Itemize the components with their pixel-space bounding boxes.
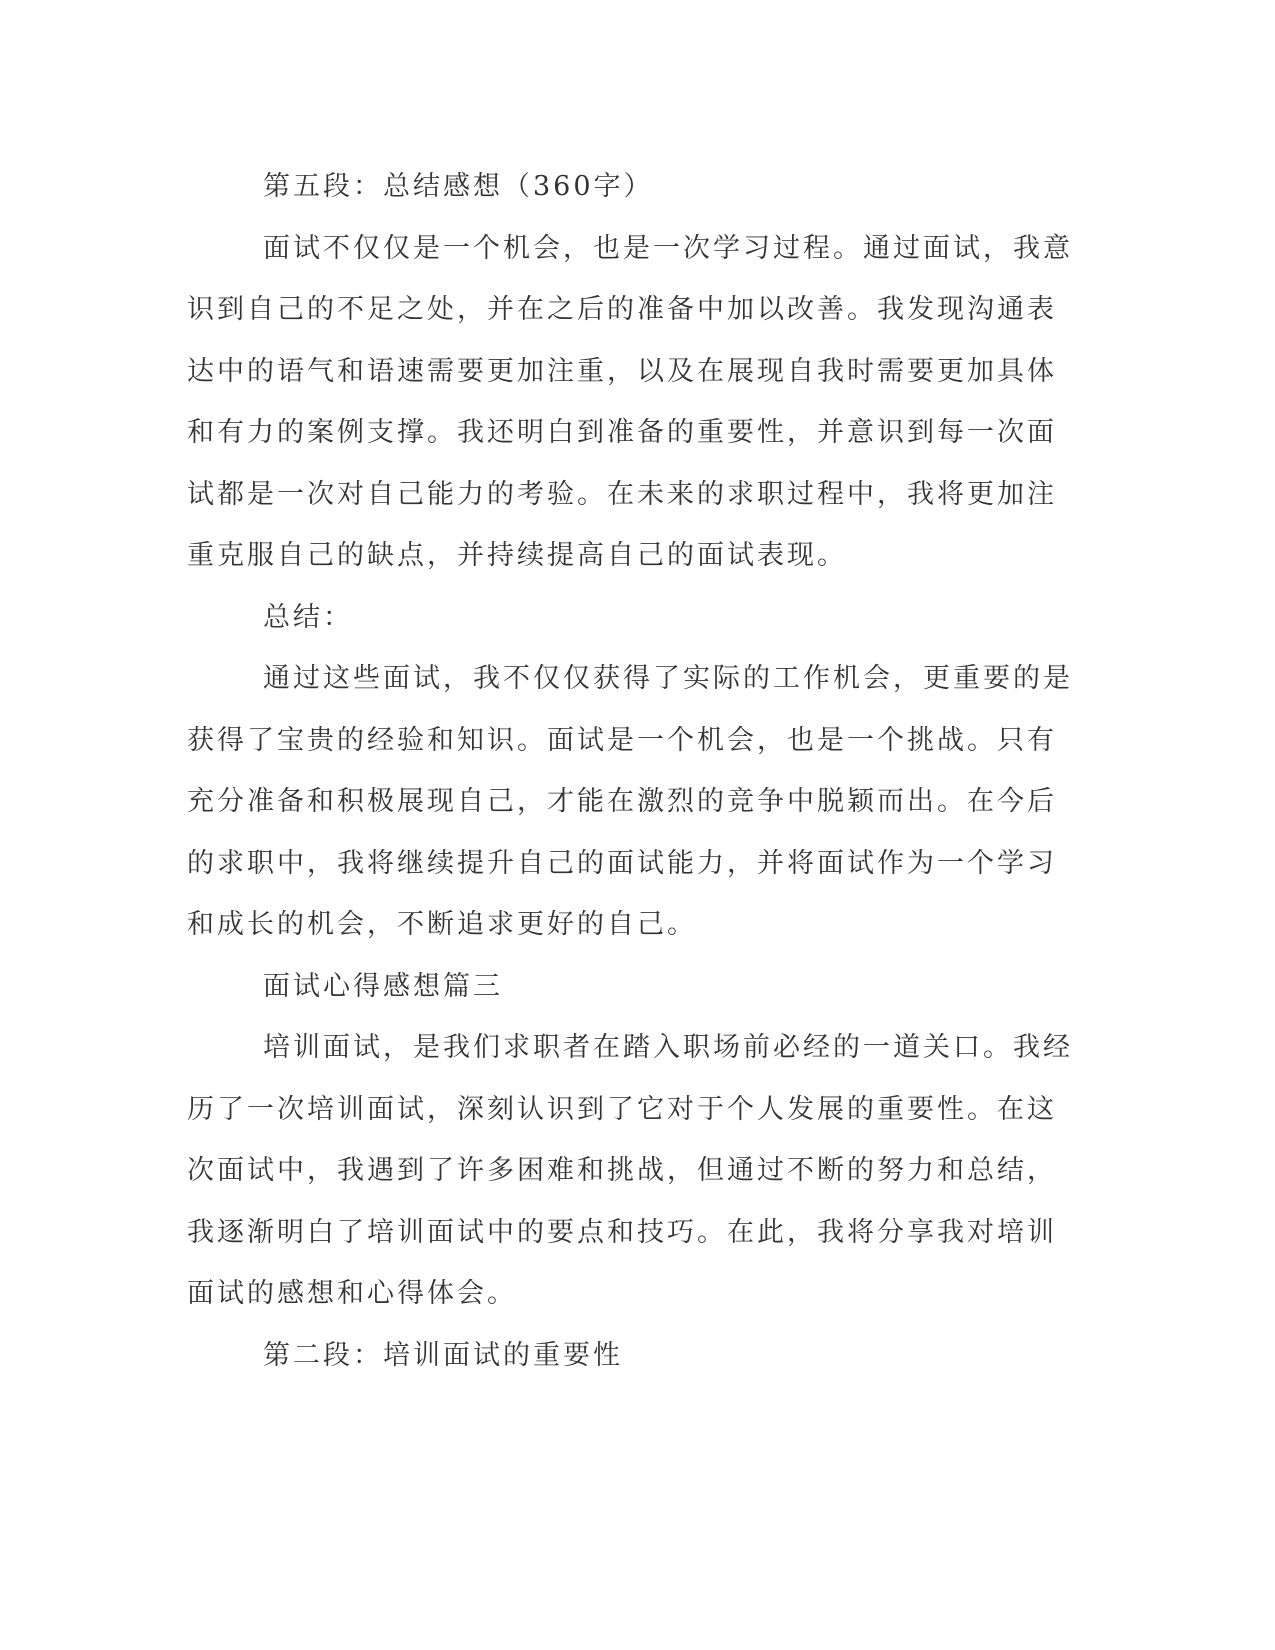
article-title-part-three: 面试心得感想篇三 bbox=[263, 970, 503, 1002]
section-heading-summary-thoughts: 第五段：总结感想（360字） bbox=[263, 171, 654, 202]
document-body bbox=[187, 156, 1077, 1386]
paragraph-conclusion: 通过这些面试，我不仅仅获得了实际的工作机会，更重要的是获得了宝贵的经验和知识。面试是一个机会，也是一个挑战。只有充分准备和积极展现自己，才能在激烈的竞争中脱颖而出。在今后的求职中，我将继续提升自己的面试能力，并将面试作为一个学习和成长的机会，不断追求更好的自己。 bbox=[187, 663, 1073, 940]
paragraph-training-interview-intro: 培训面试，是我们求职者在踏入职场前必经的一道关口。我经历了一次培训面试，深刻认识到了它对于个人发展的重要性。在这次面试中，我遇到了许多困难和挑战，但通过不断的努力和总结，我逐渐明白了培训面试中的要点和技巧。在此，我将分享我对培训面试的感想和心得体会。 bbox=[187, 1032, 1073, 1309]
section-heading-conclusion: 总结： bbox=[263, 601, 353, 633]
section-heading-training-importance: 第二段：培训面试的重要性 bbox=[263, 1339, 623, 1371]
paragraph-interview-learning: 面试不仅仅是一个机会，也是一次学习过程。通过面试，我意识到自己的不足之处，并在之后的准备中加以改善。我发现沟通表达中的语气和语速需要更加注重，以及在展现自我时需要更加具体和有力的案例支撑。我还明白到准备的重要性，并意识到每一次面试都是一次对自己能力的考验。在未来的求职过程中，我将更加注重克服自己的缺点，并持续提高自己的面试表现。 bbox=[187, 232, 1073, 571]
